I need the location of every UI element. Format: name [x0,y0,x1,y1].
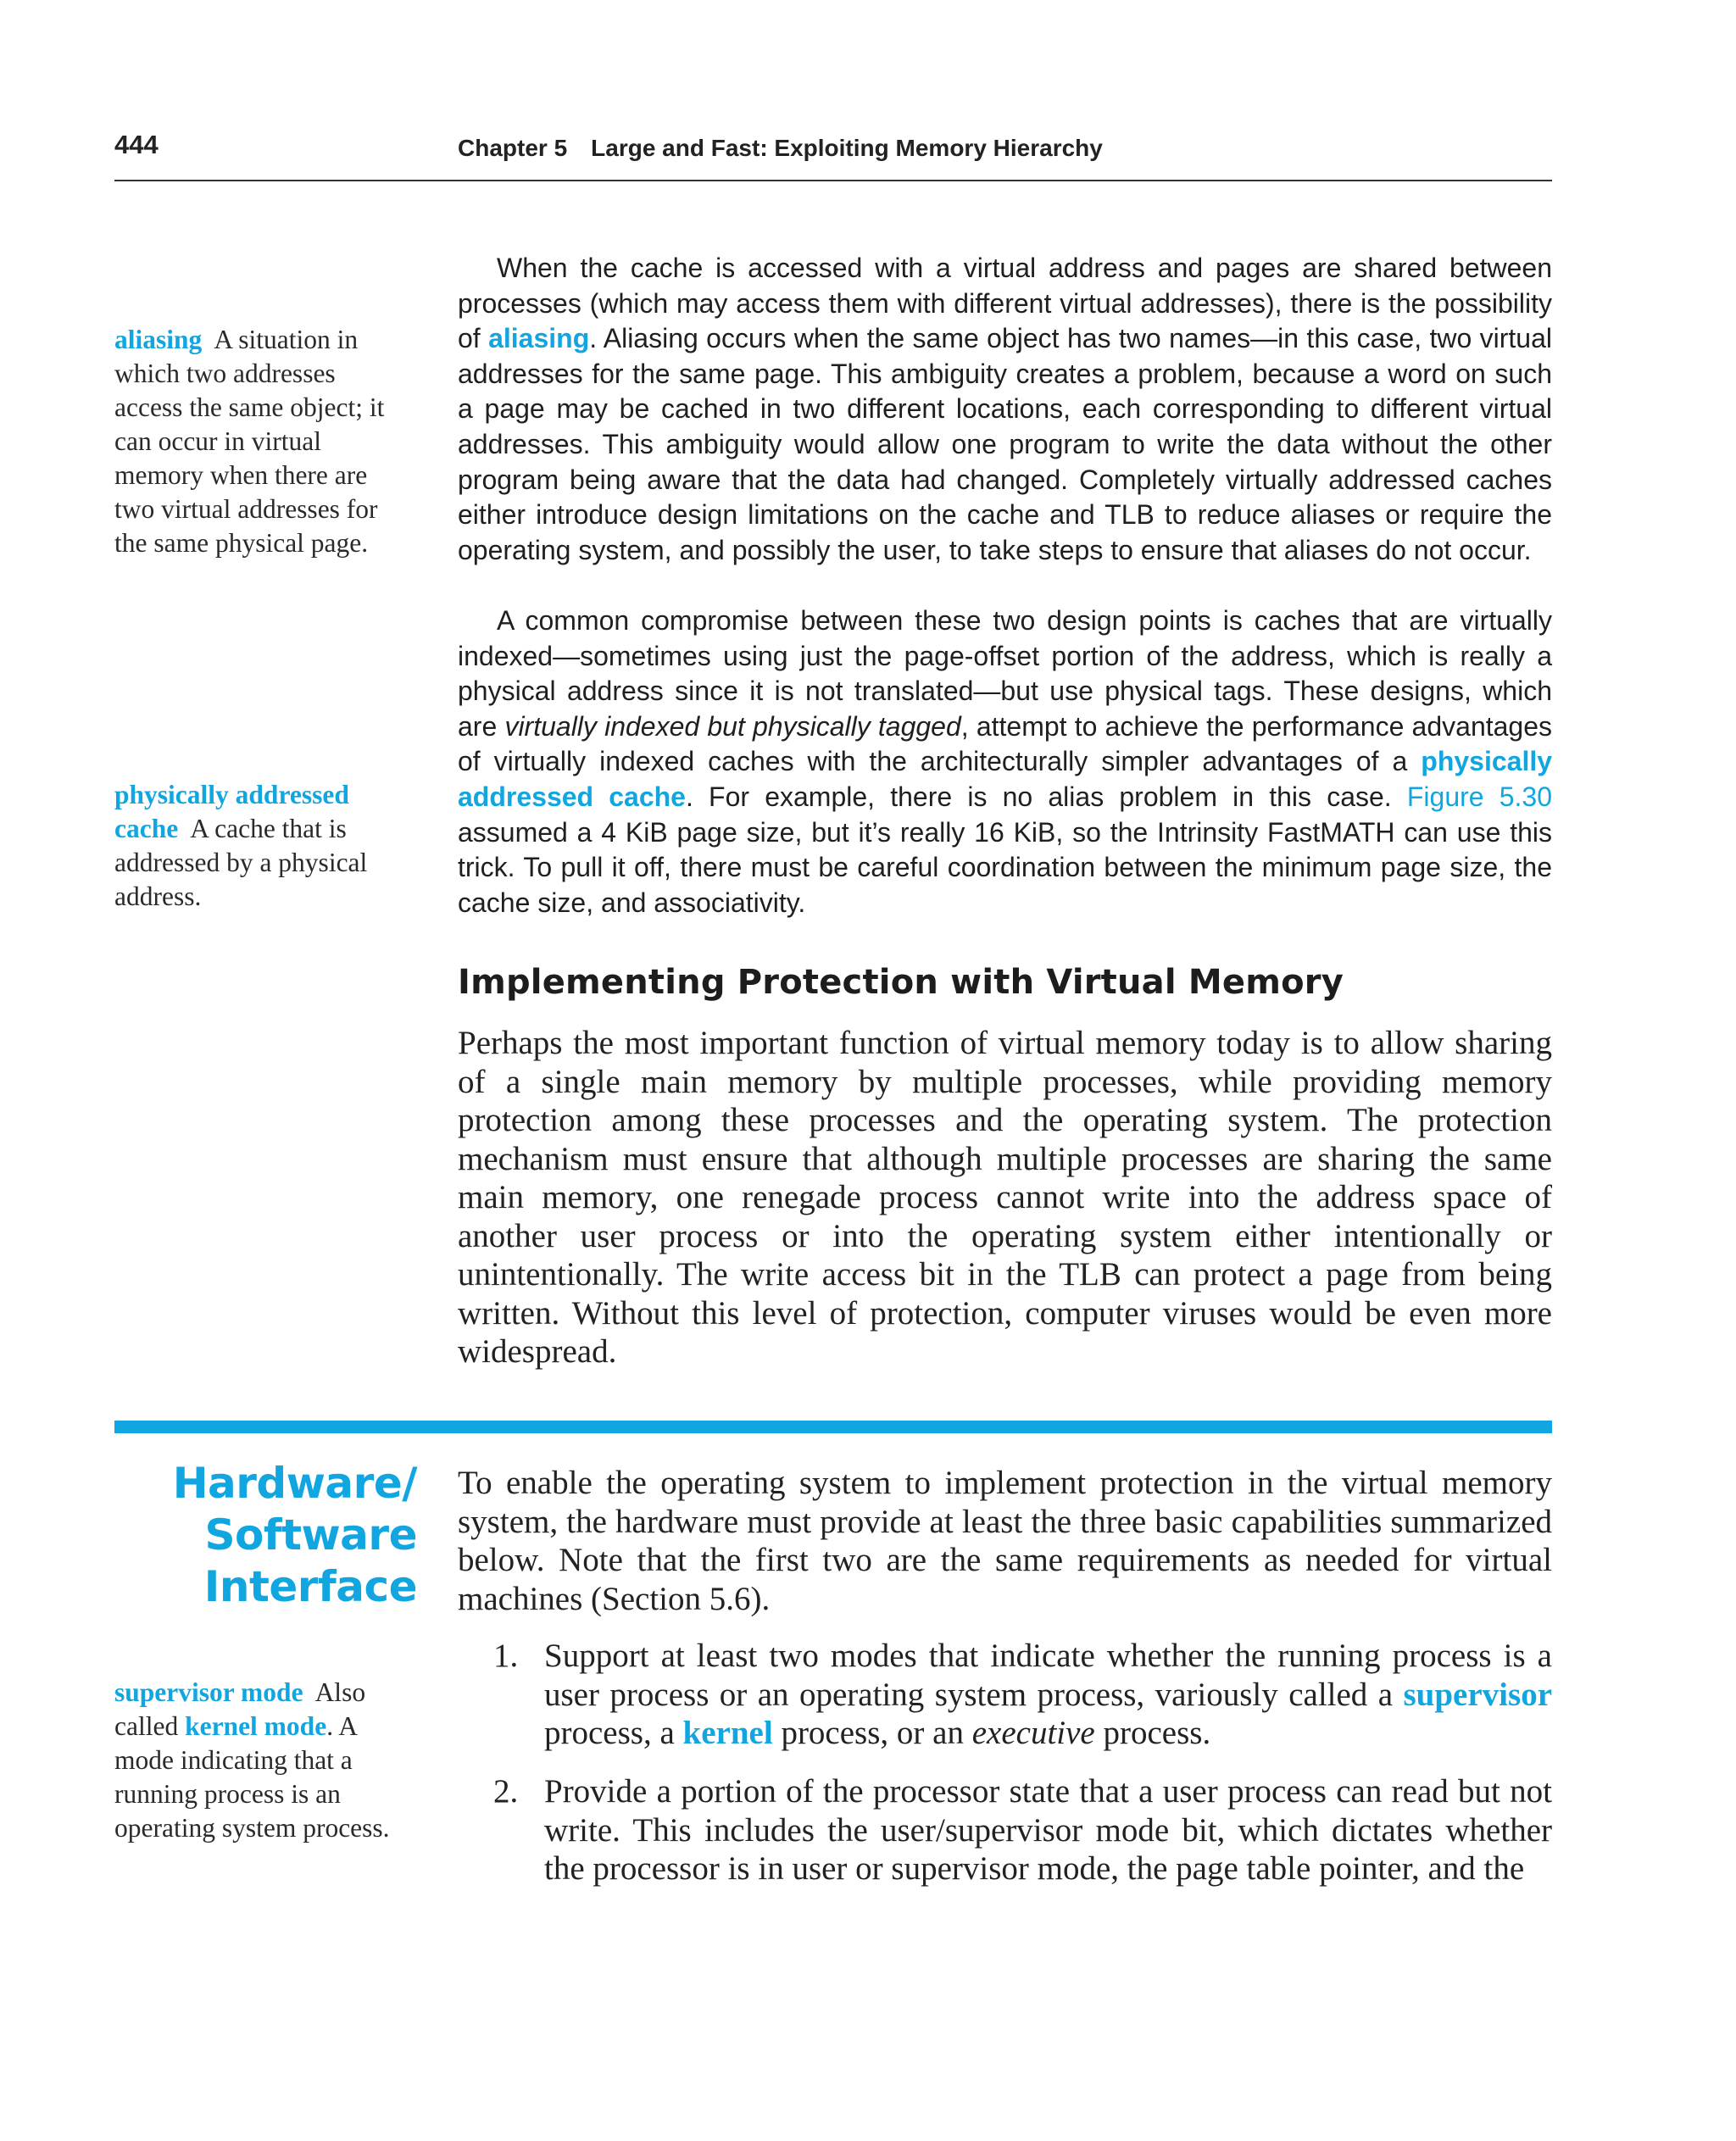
margin-glossary-aliasing [114,323,403,560]
margin-glossary-physically-addressed-cache [114,778,394,914]
glossary-definition-a: Also called [114,1677,366,1741]
glossary-definition: A cache that is addressed by a physical address. [114,814,368,911]
term-aliasing: aliasing [488,323,590,354]
term-supervisor: supervisor [1403,1676,1552,1713]
running-head [458,135,1103,162]
glossary-definition: A situation in which two addresses access the same object; it can occur in virtual memory when there are two virtual addresses for the same physical page. [114,325,385,558]
term-kernel: kernel [682,1715,773,1751]
item1-text-a: Support at least two modes that indicate whether the running process is a user process or an operating system process, variously called a [544,1638,1552,1713]
header-rule [114,180,1552,181]
para1-text-b: . Aliasing occurs when the same object has two names—in this case, two virtual addresses for the same page. This ambiguity creates a problem, because a word on such a page may be cached in two different locations, each corresponding to different virtual addresses. This ambiguity would allow one program to write the data without the other program being aware that the data had changed. Completely virtually addressed caches either introduce design limitations on the cache and TLB to reduce aliases or require the operating system, and possibly the user, to take steps to ensure that aliases do not occur. [458,323,1553,565]
para1-text-a: When the cache is accessed with a virtual address and pages are shared between processes (which may access them with different virtual addresses), there is the possibility of [458,253,1552,354]
glossary-term: supervisor mode [114,1677,303,1707]
hwsw-title-line-1: Hardware/ [172,1459,417,1508]
section-body: Perhaps the most important function of virtual memory today is to allow sharing of a single main memory by multiple processes, while providing memory protection among these processes and the operating system. The protection mechanism must ensure that although multiple processes are sharing the same main memory, one renegade process cannot write into the address space of another user process or into the operating system either intentionally or unintentionally. The write access bit in the TLB can protect a page from being written. Without this level of protection, computer viruses would be even more widespread. [458,1025,1552,1370]
glossary-term: aliasing [114,325,203,354]
item1-text-b: process, a [544,1715,675,1751]
item1-text-d: process. [1103,1715,1211,1751]
glossary-term-kernel-mode: kernel mode [185,1711,327,1741]
hwsw-intro: To enable the operating system to implement protection in the virtual memory system, the hardware must provide at least the three basic capabilities summarized below. Note that the first two are the same requirements as needed for virtual machines (Section 5.6). [458,1465,1552,1617]
item1-text-c: process, or an [781,1715,964,1751]
margin-glossary-supervisor-mode [114,1676,407,1845]
term-physically-addressed-cache: physically addressed cache [458,746,1553,812]
list-text: Provide a portion of the processor state that a user process can read but not write. This includes the user/supervisor mode bit, which dictates whether the processor is in user or supervisor mode, the page table pointer, and the [544,1773,1552,1887]
glossary-term: physically addressed cache [114,780,349,843]
hwsw-divider [114,1421,1552,1433]
section-heading: Implementing Protection with Virtual Memory [458,963,1344,1002]
para2-text-c: . For example, there is no alias problem in this case. [685,781,1392,812]
chapter-title: Large and Fast: Exploiting Memory Hierarchy [591,135,1103,161]
para2-text-a: A common compromise between these two design points is caches that are virtually indexed—sometimes using just the page-offset portion of the address, which is really a physical address since it is not translated—but use physical tags. These designs, which are [458,605,1552,742]
para2-text-b: , attempt to achieve the performance advantages of virtually indexed caches with the architecturally simpler advantages of a [458,710,1553,777]
glossary-definition-b: . A mode indicating that a running process is an operating system process. [114,1711,390,1843]
para2-text-d: assumed a 4 KiB page size, but it’s really 16 KiB, so the Intrinsity FastMATH can use this trick. To pull it off, there must be careful coordination between the minimum page size, the cache size, and associativity. [458,816,1552,918]
list-number: 2. [493,1773,519,1810]
item1-italic: executive [971,1715,1095,1751]
list-text [544,1637,1552,1753]
hwsw-title-line-2: Software [204,1510,417,1560]
page-number: 444 [114,130,159,159]
hwsw-title-line-3: Interface [203,1562,417,1611]
body-paragraph-2 [458,603,1552,920]
body-paragraph-1 [458,251,1552,568]
hwsw-interface-title [61,1458,417,1613]
figure-link[interactable]: Figure 5.30 [1406,781,1553,812]
chapter-label: Chapter 5 [458,135,568,161]
list-number: 1. [493,1638,519,1674]
para2-italic: virtually indexed but physically tagged [504,710,961,742]
